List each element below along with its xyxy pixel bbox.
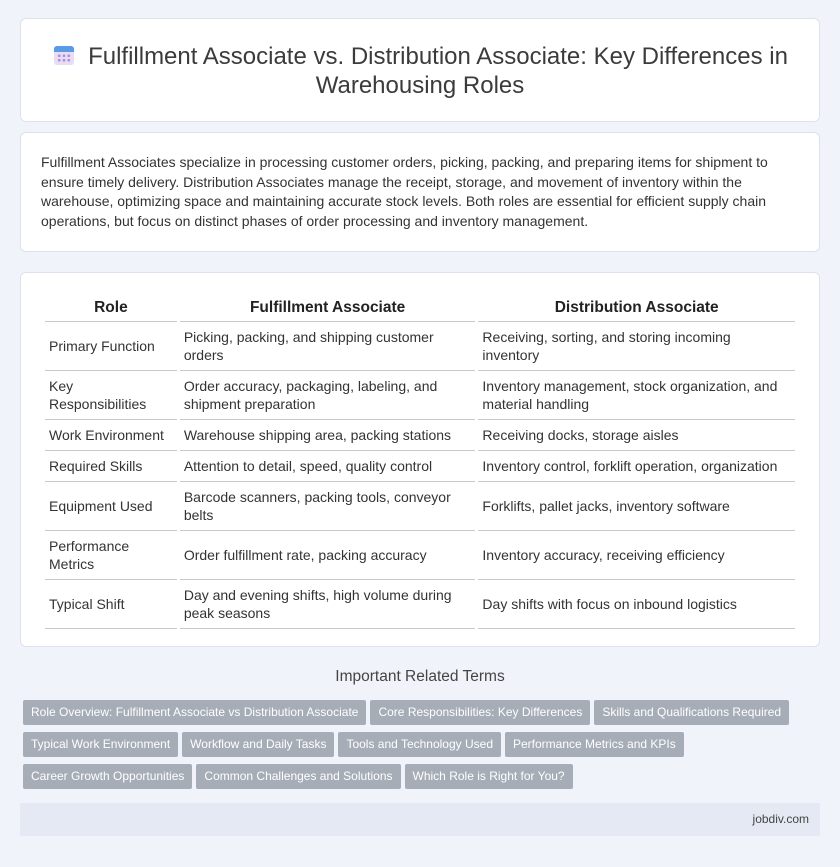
table-cell-fulfillment: Order fulfillment rate, packing accuracy [180, 531, 476, 580]
table-row [45, 580, 795, 629]
related-term-tag[interactable]: Typical Work Environment [23, 732, 178, 757]
table-cell-role: Work Environment [45, 420, 177, 451]
header-card [20, 18, 820, 122]
table-cell-fulfillment: Warehouse shipping area, packing stations [180, 420, 476, 451]
table-cell-role: Required Skills [45, 451, 177, 482]
table-cell-role: Equipment Used [45, 482, 177, 531]
table-cell-distribution: Receiving docks, storage aisles [478, 420, 795, 451]
table-cell-distribution: Forklifts, pallet jacks, inventory software [478, 482, 795, 531]
table-header-cell: Fulfillment Associate [180, 296, 476, 322]
table-cell-distribution: Day shifts with focus on inbound logistics [478, 580, 795, 629]
tag-row [23, 732, 803, 757]
table-row [45, 451, 795, 482]
table-header-cell: Role [45, 296, 177, 322]
related-term-tag[interactable]: Workflow and Daily Tasks [182, 732, 334, 757]
related-term-tag[interactable]: Core Responsibilities: Key Differences [370, 700, 590, 725]
table-header-cell: Distribution Associate [478, 296, 795, 322]
related-term-tag[interactable]: Tools and Technology Used [338, 732, 501, 757]
table-header-row [45, 296, 795, 322]
calendar-icon [52, 43, 76, 67]
comparison-card [20, 272, 820, 647]
table-cell-fulfillment: Order accuracy, packaging, labeling, and shipment preparation [180, 371, 476, 420]
related-term-tag[interactable]: Common Challenges and Solutions [196, 764, 400, 789]
page-title-wrap [21, 42, 819, 100]
comparison-table [42, 296, 798, 629]
table-row [45, 531, 795, 580]
related-term-tag[interactable]: Role Overview: Fulfillment Associate vs Distribution Associate [23, 700, 366, 725]
intro-card [20, 132, 820, 252]
table-cell-role: Typical Shift [45, 580, 177, 629]
table-row [45, 371, 795, 420]
footer [20, 803, 820, 836]
table-cell-role: Performance Metrics [45, 531, 177, 580]
related-term-tag[interactable]: Skills and Qualifications Required [594, 700, 789, 725]
related-terms-tags [23, 700, 803, 796]
table-cell-distribution: Receiving, sorting, and storing incoming inventory [478, 322, 795, 371]
table-cell-distribution: Inventory accuracy, receiving efficiency [478, 531, 795, 580]
table-cell-fulfillment: Day and evening shifts, high volume during peak seasons [180, 580, 476, 629]
footer-site-link[interactable]: jobdiv.com [752, 812, 809, 826]
table-row [45, 482, 795, 531]
tag-row [23, 700, 803, 725]
table-cell-distribution: Inventory control, forklift operation, organization [478, 451, 795, 482]
tag-row [23, 764, 803, 789]
table-row [45, 420, 795, 451]
table-cell-distribution: Inventory management, stock organization, and material handling [478, 371, 795, 420]
related-term-tag[interactable]: Which Role is Right for You? [405, 764, 573, 789]
table-cell-role: Key Responsibilities [45, 371, 177, 420]
related-terms-title: Important Related Terms [335, 668, 505, 685]
table-cell-fulfillment: Barcode scanners, packing tools, conveyor belts [180, 482, 476, 531]
page-title: Fulfillment Associate vs. Distribution Associate: Key Differences in Warehousing Roles [88, 43, 788, 99]
related-term-tag[interactable]: Career Growth Opportunities [23, 764, 192, 789]
table-cell-role: Primary Function [45, 322, 177, 371]
table-cell-fulfillment: Attention to detail, speed, quality control [180, 451, 476, 482]
table-row [45, 322, 795, 371]
intro-paragraph: Fulfillment Associates specialize in processing customer orders, picking, packing, and preparing items for shipment to ensure timely delivery. Distribution Associates manage the receipt, storage, and movement of inventory within the warehouse, optimizing space and maintaining accurate stock levels. Both roles are essential for efficient supply chain operations, but focus on distinct phases of order processing and inventory management. [41, 154, 768, 229]
table-cell-fulfillment: Picking, packing, and shipping customer orders [180, 322, 476, 371]
related-term-tag[interactable]: Performance Metrics and KPIs [505, 732, 684, 757]
